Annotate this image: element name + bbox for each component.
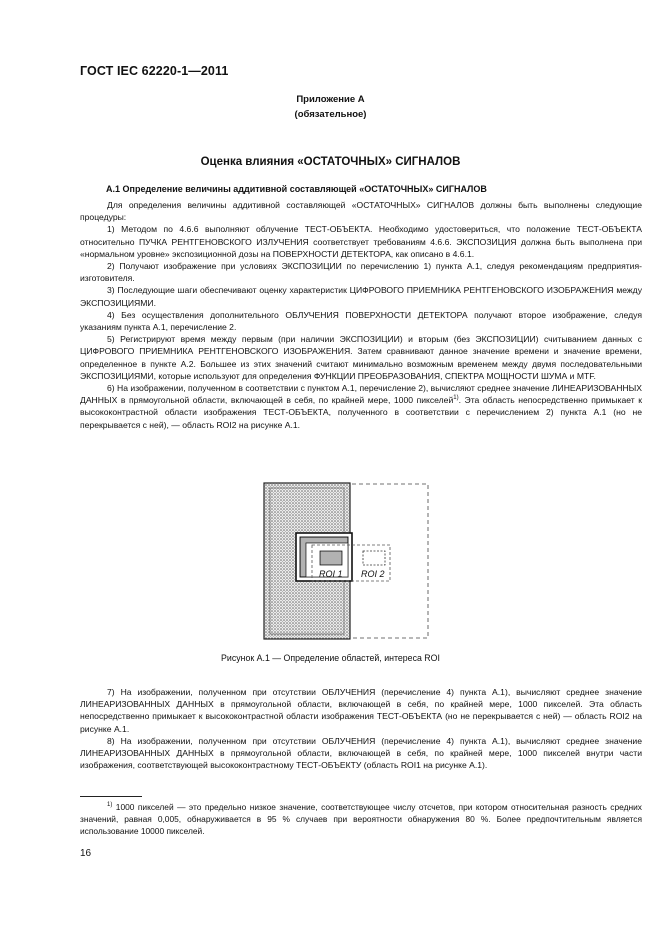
- paragraph-8: 8) На изображении, полученном при отсутствии ОБЛУЧЕНИЯ (перечисление 4) пункта А.1), вычисляют среднее значение ЛИНЕАРИЗОВАННЫХ ДАННЫХ в прямоугольной области, включающей в себя, по крайней мере, 1000 пикселей внутри части изображения, соответствующей высококонтрастному ТЕСТ-ОБЪЕКТУ (область ROI1 на рисунке А.1).: [80, 735, 642, 771]
- paragraph-6: [80, 382, 642, 431]
- annex-title: Оценка влияния «ОСТАТОЧНЫХ» СИГНАЛОВ: [200, 156, 461, 168]
- footnote: [80, 801, 642, 838]
- paragraph-2: 2) Получают изображение при условиях ЭКСПОЗИЦИИ по перечислению 1) пункта А.1, следуя рекомендациям предприятия-изготовителя.: [80, 261, 642, 284]
- paragraph-intro: Для определения величины аддитивной составляющей «ОСТАТОЧНЫХ» СИГНАЛОВ должны быть выполнены следующие процедуры:: [80, 200, 642, 223]
- paragraph-4: 4) Без осуществления дополнительного ОБЛУЧЕНИЯ ПОВЕРХНОСТИ ДЕТЕКТОРА получают второе изображение, следуя указаниям пункта А.1, перечисление 2.: [80, 309, 642, 333]
- standard-header: ГОСТ IEC 62220-1—2011: [80, 64, 229, 78]
- roi-figure: [262, 481, 430, 641]
- paragraph-5: 5) Регистрируют время между первым (при наличии ЭКСПОЗИЦИИ) и вторым (без ЭКСПОЗИЦИИ) считыванием данных с ЦИФРОВОГО ПРИЕМНИКА РЕНТГЕНОВСКОГО ИЗОБРАЖЕНИЯ. Затем сравнивают данное значение времени и значение времени, определенное в пункте А.2. Большее из этих значений считают минимально возможным временем между двумя последовательными ЭКСПОЗИЦИЯМИ, которые используют для определения ФУНКЦИИ ПРЕОБРАЗОВАНИЯ, СПЕКТРА МОЩНОСТИ ШУМА и MTF.: [80, 334, 642, 381]
- footnote-reference[interactable]: 1): [453, 395, 459, 402]
- paragraph-7: 7) На изображении, полученном при отсутствии ОБЛУЧЕНИЯ (перечисление 4) пункта А.1), вычисляют среднее значение ЛИНЕАРИЗОВАННЫХ ДАННЫХ в прямоугольной области, включающей в себя, по крайней мере, 1000 пикселей. Эта область непосредственно примыкает к высококонтрастной области изображения ТЕСТ-ОБЪЕКТА (но не перекрывается с ней) — область ROI2 на рисунке А.1.: [80, 687, 642, 734]
- section-heading: А.1 Определение величины аддитивной составляющей «ОСТАТОЧНЫХ» СИГНАЛОВ: [106, 184, 487, 194]
- paragraph-1: 1) Методом по 4.6.6 выполняют облучение ТЕСТ-ОБЪЕКТА. Необходимо удостовериться, что положение ТЕСТ-ОБЪЕКТА относительно ПУЧКА РЕНТГЕНОВСКОГО ИЗЛУЧЕНИЯ соответствует требованиям 4.6.6. ЭКСПОЗИЦИЯ должна быть выполнена при «нормальном уровне» экспозиционной дозы на ПОВЕРХНОСТИ ДЕТЕКТОРА, как описано в 4.6.1.: [80, 224, 642, 259]
- footnote-text: 1000 пикселей — это предельно низкое значение, соответствующее числу отсчетов, при котором относительная разность средних значений, равная 0,005, обнаруживается в 95 % случаев при вероятности обнаружения 80 %. Более предпочтительным является использование 10000 пикселей.: [80, 802, 642, 837]
- roi2-box: [363, 551, 385, 565]
- page-number: 16: [80, 848, 92, 859]
- roi1-label: ROI 1: [319, 569, 343, 579]
- paragraph-3: 3) Последующие шаги обеспечивают оценку характеристик ЦИФРОВОГО ПРИЕМНИКА РЕНТГЕНОВСКОГО ИЗОБРАЖЕНИЯ между ЭКСПОЗИЦИЯМИ.: [80, 285, 642, 308]
- figure-caption: Рисунок А.1 — Определение областей, интереса ROI: [221, 653, 440, 663]
- paragraph-6-part-a: 6) На изображении, полученном в соответствии с пунктом А.1, перечисление 2), вычисляют среднее значение ЛИНЕАРИЗОВАННЫХ ДАННЫХ в прямоугольной области, включающей в себя, по крайней мере, 1000 пикселей: [80, 383, 642, 406]
- footnote-separator: [80, 796, 142, 797]
- paragraph-6-part-b: . Эта область непосредственно примыкает к высококонтрастной области изображения ТЕСТ-ОБЪЕКТА, полученного в соответствии с перечислением 2) пункта А.1 (но не перекрывается с ней), — область ROI2 на рисунке А.1.: [80, 395, 642, 430]
- footnote-marker: 1): [107, 802, 113, 808]
- body-text-upper: [80, 199, 642, 431]
- body-text-lower: [80, 686, 642, 771]
- roi1-box: [320, 551, 342, 565]
- annex-label: Приложение А: [296, 94, 365, 105]
- annex-status: (обязательное): [294, 109, 367, 120]
- roi2-label: ROI 2: [361, 569, 385, 579]
